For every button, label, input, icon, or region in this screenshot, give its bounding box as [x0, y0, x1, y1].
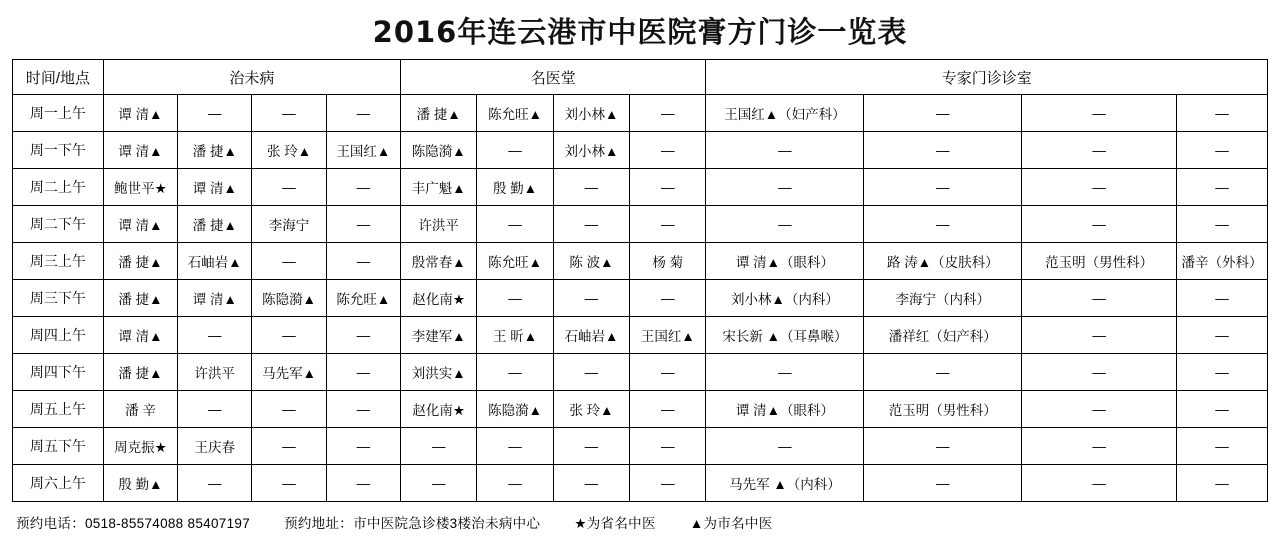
cell-zj: —	[706, 206, 864, 243]
cell-zwb: 陈隐漪▲	[252, 280, 326, 317]
cell-zj: 路 涛▲（皮肤科）	[864, 243, 1022, 280]
cell-zj: —	[1022, 391, 1177, 428]
cell-zj: —	[1022, 354, 1177, 391]
cell-zj: 王国红▲（妇产科）	[706, 95, 864, 132]
cell-zwb: —	[178, 465, 252, 502]
cell-mys: 王国红▲	[630, 317, 706, 354]
cell-mys: 陈 波▲	[553, 243, 629, 280]
cell-zwb: —	[326, 243, 400, 280]
cell-mys: —	[630, 280, 706, 317]
page-title: 2016年连云港市中医院膏方门诊一览表	[372, 15, 908, 49]
cell-zj: —	[1177, 465, 1268, 502]
cell-mys: —	[630, 354, 706, 391]
cell-zwb: 殷 勤▲	[103, 465, 177, 502]
cell-zwb: 石岫岩▲	[178, 243, 252, 280]
cell-zj: —	[864, 354, 1022, 391]
cell-zj: —	[1177, 206, 1268, 243]
cell-zj: —	[1022, 465, 1177, 502]
cell-mys: 丰广魁▲	[401, 169, 477, 206]
cell-mys: 陈允旺▲	[477, 243, 553, 280]
cell-mys: —	[553, 354, 629, 391]
row-label: 周四上午	[13, 317, 104, 354]
cell-zwb: 王庆春	[178, 428, 252, 465]
row-label: 周六上午	[13, 465, 104, 502]
footer-address: 预约地址：市中医院急诊楼3楼治未病中心	[284, 516, 541, 531]
cell-zwb: 潘 捷▲	[178, 132, 252, 169]
cell-mys: —	[477, 206, 553, 243]
cell-mys: 李建军▲	[401, 317, 477, 354]
cell-mys: 赵化南★	[401, 391, 477, 428]
table-header-row	[13, 60, 1268, 95]
cell-mys: 张 玲▲	[553, 391, 629, 428]
cell-zj: —	[864, 428, 1022, 465]
row-label: 周五上午	[13, 391, 104, 428]
cell-mys: —	[401, 465, 477, 502]
cell-zwb: —	[326, 428, 400, 465]
cell-zwb: 张 玲▲	[252, 132, 326, 169]
header-time-place: 时间/地点	[13, 60, 104, 95]
table-row	[13, 354, 1268, 391]
row-label: 周二上午	[13, 169, 104, 206]
cell-zwb: 谭 清▲	[103, 95, 177, 132]
cell-zwb: —	[252, 428, 326, 465]
table-row	[13, 465, 1268, 502]
cell-mys: 刘小林▲	[553, 132, 629, 169]
cell-mys: —	[477, 465, 553, 502]
cell-zj: —	[706, 132, 864, 169]
table-row	[13, 391, 1268, 428]
cell-mys: —	[401, 428, 477, 465]
cell-mys: —	[630, 169, 706, 206]
cell-zwb: 谭 清▲	[178, 280, 252, 317]
schedule-table	[12, 59, 1268, 502]
cell-zwb: —	[178, 391, 252, 428]
cell-mys: —	[630, 95, 706, 132]
table-row	[13, 317, 1268, 354]
table-row	[13, 169, 1268, 206]
cell-zwb: —	[252, 243, 326, 280]
cell-zj: 范玉明（男性科）	[864, 391, 1022, 428]
cell-zwb: —	[326, 95, 400, 132]
cell-zj: —	[1177, 428, 1268, 465]
cell-zj: —	[1022, 169, 1177, 206]
cell-mys: —	[477, 354, 553, 391]
cell-zj: 李海宁（内科）	[864, 280, 1022, 317]
cell-mys: —	[630, 465, 706, 502]
cell-zj: —	[1177, 391, 1268, 428]
table-header	[13, 60, 1268, 95]
cell-zj: —	[1177, 169, 1268, 206]
cell-zwb: 潘 捷▲	[103, 354, 177, 391]
cell-mys: —	[477, 428, 553, 465]
cell-zwb: —	[178, 317, 252, 354]
cell-zwb: 潘 捷▲	[103, 243, 177, 280]
legend-province-doctor: ★为省名中医	[574, 516, 656, 531]
cell-zwb: 潘 辛	[103, 391, 177, 428]
cell-zwb: 谭 清▲	[103, 132, 177, 169]
cell-zwb: —	[326, 169, 400, 206]
cell-mys: 许洪平	[401, 206, 477, 243]
cell-zj: —	[864, 95, 1022, 132]
cell-zwb: —	[326, 206, 400, 243]
cell-zwb: 潘 捷▲	[103, 280, 177, 317]
cell-zwb: —	[252, 169, 326, 206]
cell-zj: —	[1177, 354, 1268, 391]
cell-zj: 宋长新 ▲（耳鼻喉）	[706, 317, 864, 354]
cell-zj: —	[1022, 317, 1177, 354]
cell-zj: —	[1022, 132, 1177, 169]
cell-zj: 潘辛（外科）	[1177, 243, 1268, 280]
cell-mys: —	[477, 132, 553, 169]
cell-zwb: 谭 清▲	[103, 317, 177, 354]
cell-zj: —	[706, 354, 864, 391]
cell-zj: —	[1177, 95, 1268, 132]
cell-zj: 范玉明（男性科）	[1022, 243, 1177, 280]
cell-zwb: 鲍世平★	[103, 169, 177, 206]
row-label: 周四下午	[13, 354, 104, 391]
cell-zj: —	[1022, 280, 1177, 317]
cell-zwb: —	[252, 465, 326, 502]
cell-zj: —	[864, 206, 1022, 243]
cell-zwb: 王国红▲	[326, 132, 400, 169]
cell-zwb: 陈允旺▲	[326, 280, 400, 317]
cell-mys: 王 昕▲	[477, 317, 553, 354]
cell-zj: 刘小林▲（内科）	[706, 280, 864, 317]
cell-mys: 殷 勤▲	[477, 169, 553, 206]
table-row	[13, 132, 1268, 169]
legend-city-doctor: ▲为市名中医	[689, 516, 773, 531]
cell-mys: —	[630, 206, 706, 243]
footer-phone: 预约电话：0518-85574088 85407197	[16, 516, 251, 531]
cell-zwb: 谭 清▲	[103, 206, 177, 243]
cell-mys: —	[630, 132, 706, 169]
cell-mys: —	[553, 206, 629, 243]
cell-zj: —	[1177, 132, 1268, 169]
cell-zwb: —	[326, 391, 400, 428]
cell-zj: —	[864, 169, 1022, 206]
cell-mys: 陈隐漪▲	[401, 132, 477, 169]
row-label: 周二下午	[13, 206, 104, 243]
table-row	[13, 95, 1268, 132]
cell-zwb: —	[326, 317, 400, 354]
table-row	[13, 280, 1268, 317]
cell-mys: —	[553, 428, 629, 465]
cell-mys: 石岫岩▲	[553, 317, 629, 354]
table-row	[13, 206, 1268, 243]
cell-mys: 陈允旺▲	[477, 95, 553, 132]
table-row	[13, 243, 1268, 280]
row-label: 周三上午	[13, 243, 104, 280]
cell-mys: 刘小林▲	[553, 95, 629, 132]
cell-mys: 刘洪实▲	[401, 354, 477, 391]
cell-zwb: 许洪平	[178, 354, 252, 391]
cell-zj: —	[1177, 280, 1268, 317]
cell-zj: —	[1022, 95, 1177, 132]
cell-mys: 赵化南★	[401, 280, 477, 317]
cell-zj: —	[864, 132, 1022, 169]
cell-zwb: 周克振★	[103, 428, 177, 465]
row-label: 周一下午	[13, 132, 104, 169]
row-label: 周五下午	[13, 428, 104, 465]
cell-mys: —	[477, 280, 553, 317]
cell-mys: 杨 菊	[630, 243, 706, 280]
footer-notes	[12, 512, 1268, 532]
cell-mys: —	[630, 428, 706, 465]
cell-zj: 潘祥红（妇产科）	[864, 317, 1022, 354]
cell-mys: 潘 捷▲	[401, 95, 477, 132]
cell-mys: —	[553, 169, 629, 206]
cell-zwb: 潘 捷▲	[178, 206, 252, 243]
cell-zj: 谭 清▲（眼科）	[706, 391, 864, 428]
cell-mys: —	[553, 465, 629, 502]
row-label: 周三下午	[13, 280, 104, 317]
header-group-mingyitang: 名医堂	[401, 60, 706, 95]
cell-zwb: 谭 清▲	[178, 169, 252, 206]
cell-zj: —	[706, 169, 864, 206]
header-group-zhuanjia: 专家门诊诊室	[706, 60, 1268, 95]
table-body	[13, 95, 1268, 502]
header-group-zhiweibing: 治未病	[103, 60, 400, 95]
table-row	[13, 428, 1268, 465]
cell-zj: —	[1022, 206, 1177, 243]
row-label: 周一上午	[13, 95, 104, 132]
cell-zj: —	[1022, 428, 1177, 465]
cell-mys: 陈隐漪▲	[477, 391, 553, 428]
cell-zwb: —	[326, 354, 400, 391]
cell-zj: 谭 清▲（眼科）	[706, 243, 864, 280]
cell-zwb: —	[326, 465, 400, 502]
cell-mys: —	[553, 280, 629, 317]
cell-zwb: —	[252, 95, 326, 132]
cell-zwb: —	[252, 391, 326, 428]
cell-zj: —	[864, 465, 1022, 502]
cell-zwb: 马先军▲	[252, 354, 326, 391]
cell-zwb: —	[178, 95, 252, 132]
cell-zj: —	[706, 428, 864, 465]
cell-mys: —	[630, 391, 706, 428]
cell-zj: —	[1177, 317, 1268, 354]
cell-zwb: —	[252, 317, 326, 354]
cell-zj: 马先军 ▲（内科）	[706, 465, 864, 502]
cell-zwb: 李海宁	[252, 206, 326, 243]
cell-mys: 殷常春▲	[401, 243, 477, 280]
